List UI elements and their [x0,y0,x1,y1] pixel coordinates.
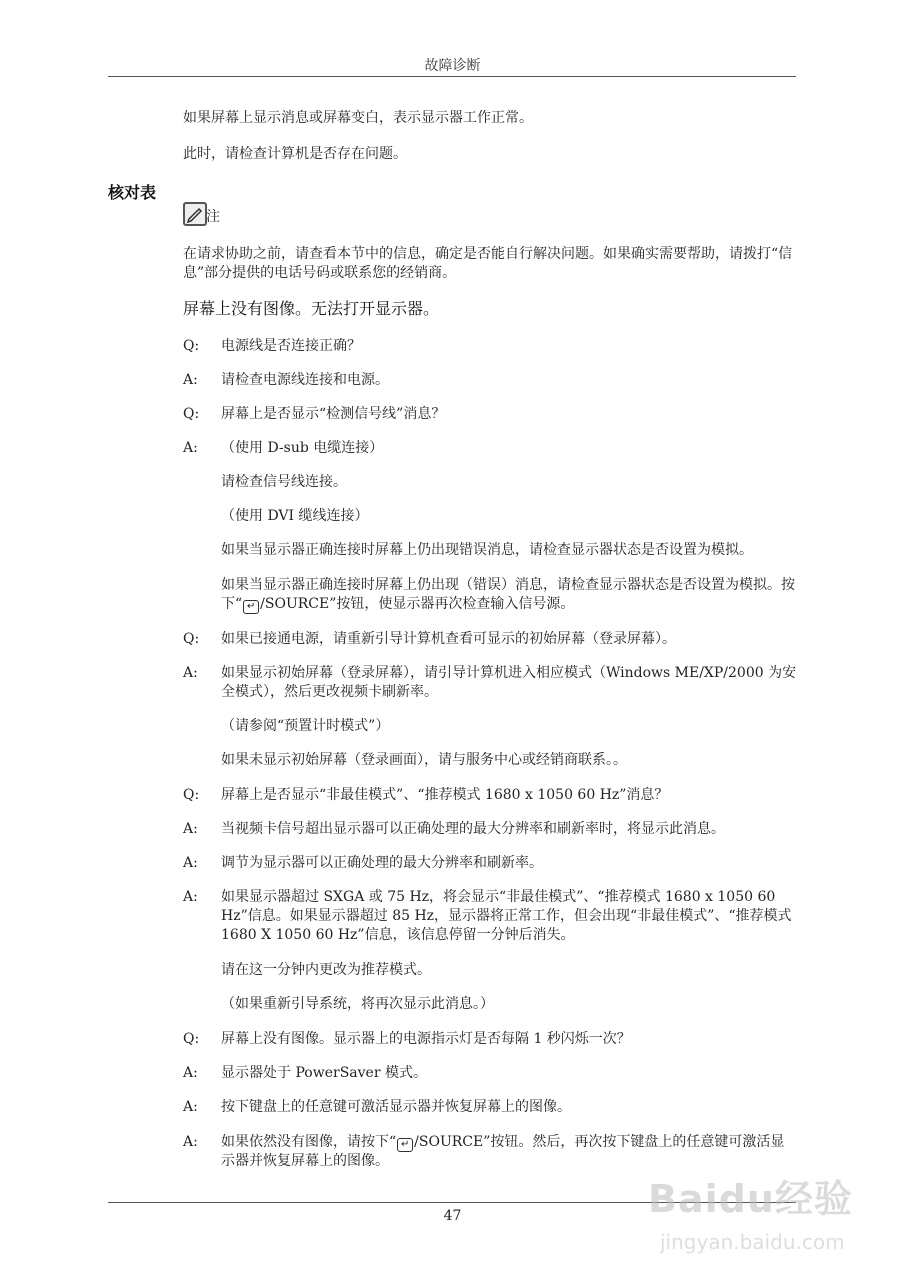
qa-text: 请在这一分钟内更改为推荐模式。 [221,962,431,978]
qa-text [221,1133,797,1171]
qa-text: （请参阅“预置计时模式”） [221,718,390,734]
header-rule [108,76,796,77]
qa-text: （如果重新引导系统，将再次显示此消息。） [221,996,494,1012]
qa-text: （使用 D-sub 电缆连接） [221,440,384,456]
qa-text: 如果显示初始屏幕（登录屏幕），请引导计算机进入相应模式（Windows ME/XP/2000 为安全模式），然后更改视频卡刷新率。 [221,665,797,700]
note-icon [183,202,207,226]
qa-letter: Q: [183,406,200,422]
qa-text: 显示器处于 PowerSaver 模式。 [221,1065,427,1081]
qa-letter: A: [183,1134,198,1150]
qa-text: 请检查电源线连接和电源。 [221,372,389,388]
qa-letter: Q: [183,787,200,803]
watermark [640,1168,880,1268]
intro-paragraph: 此时，请检查计算机是否存在问题。 [183,146,407,162]
qa-text [221,576,797,614]
qa-text-before: 如果当显示器正确连接时屏幕上仍出现（错误）消息，请检查显示器状态是否设置为模拟。按下“ [221,577,795,612]
qa-text: 电源线是否连接正确？ [221,338,361,354]
subheading: 屏幕上没有图像。无法打开显示器。 [183,299,440,318]
watermark-url: jingyan.baidu.com [660,1230,845,1254]
qa-text: 调节为显示器可以正确处理的最大分辨率和刷新率。 [221,855,543,871]
qa-letter: A: [183,372,198,388]
qa-letter: A: [183,855,198,871]
enter-key-icon: ↵ [397,1138,413,1152]
qa-text: 请检查信号线连接。 [221,474,347,490]
qa-text: 如果未显示初始屏幕（登录画面），请与服务中心或经销商联系。。 [221,752,627,768]
watermark-logo: Baidu经验 [648,1177,853,1221]
qa-letter: A: [183,1099,198,1115]
qa-text: 屏幕上是否显示“非最佳模式”、“推荐模式 1680 x 1050 60 Hz”消息？ [221,787,669,803]
qa-text-before: 如果依然没有图像，请按下“ [221,1134,397,1150]
qa-letter: A: [183,889,198,905]
note-text: 在请求协助之前，请查看本节中的信息，确定是否能自行解决问题。如果确实需要帮助，请拨打“信息”部分提供的电话号码或联系您的经销商。 [183,246,793,281]
qa-letter: Q: [183,1031,200,1047]
qa-text: 屏幕上是否显示“检测信号线”消息？ [221,406,446,422]
qa-text: 屏幕上没有图像。显示器上的电源指示灯是否每隔 1 秒闪烁一次？ [221,1031,631,1047]
qa-letter: Q: [183,631,200,647]
enter-key-icon: ↵ [243,600,259,614]
qa-text: 如果当显示器正确连接时屏幕上仍出现错误消息，请检查显示器状态是否设置为模拟。 [221,542,753,558]
page-number: 47 [443,1208,462,1224]
qa-text-after: /SOURCE”按钮，使显示器再次检查输入信号源。 [260,596,575,612]
page-header-title: 故障诊断 [424,58,481,74]
intro-paragraph: 如果屏幕上显示消息或屏幕变白，表示显示器工作正常。 [183,110,533,126]
qa-letter: A: [183,1065,198,1081]
qa-text: （使用 DVI 缆线连接） [221,508,369,524]
note-label: 注 [206,209,220,225]
qa-text: 如果已接通电源，请重新引导计算机查看可显示的初始屏幕（登录屏幕）。 [221,631,676,647]
qa-text-after: /SOURCE”按钮。然后，再次按下键盘上的任意键可激活显示器并恢复屏幕上的图像。 [221,1134,785,1169]
qa-text: 按下键盘上的任意键可激活显示器并恢复屏幕上的图像。 [221,1099,571,1115]
qa-text: 当视频卡信号超出显示器可以正确处理的最大分辨率和刷新率时，将显示此消息。 [221,821,725,837]
qa-letter: A: [183,821,198,837]
qa-letter: A: [183,440,198,456]
qa-letter: Q: [183,338,200,354]
section-heading: 核对表 [108,183,157,202]
qa-letter: A: [183,665,198,681]
qa-text: 如果显示器超过 SXGA 或 75 Hz，将会显示“非最佳模式”、“推荐模式 1680 x 1050 60 Hz”信息。如果显示器超过 85 Hz，显示器将正常工作，但会出现“非最佳模式”、“推荐模式 1680 X 1050 60 Hz”信息，该信息停留一分钟后消失。 [221,889,792,943]
